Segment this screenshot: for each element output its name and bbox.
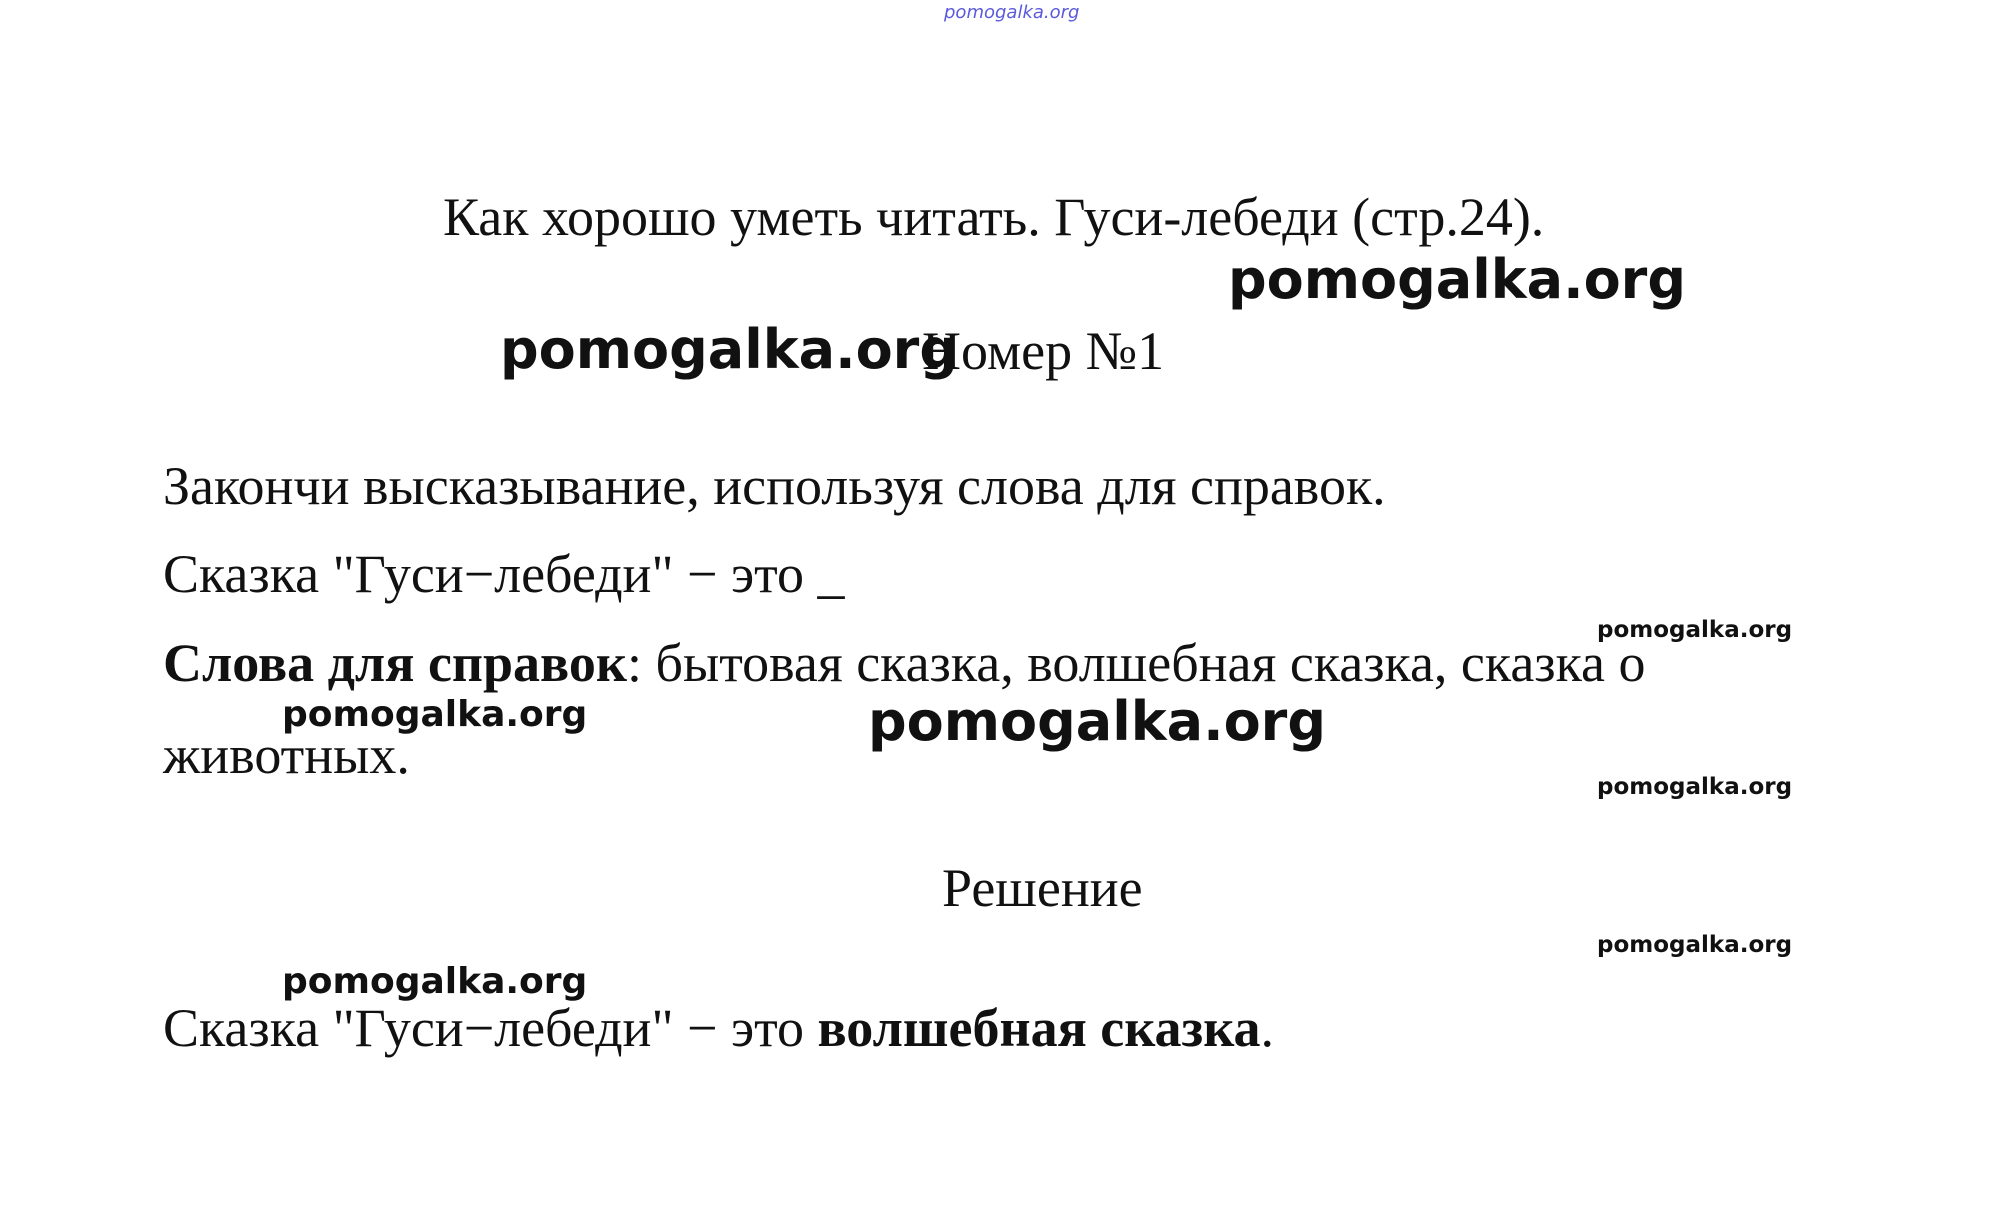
answer-prefix: Сказка "Гуси−лебеди" − это [163, 998, 818, 1058]
watermark-medium-2: pomogalka.org [282, 961, 588, 1002]
answer-bold: волшебная сказка [817, 998, 1261, 1058]
task-text: Закончи высказывание, используя слова для справок. [163, 456, 1386, 516]
answer-suffix: . [1260, 998, 1275, 1058]
watermark-medium-1: pomogalka.org [282, 694, 588, 735]
watermark-small-2: pomogalka.org [1597, 774, 1793, 800]
hint-text: : бытовая сказка, волшебная сказка, сказка о [626, 633, 1646, 693]
hint-label: Слова для справок [163, 633, 627, 693]
top-watermark: pomogalka.org [944, 2, 1080, 23]
question-text: Сказка "Гуси−лебеди" − это _ [163, 544, 845, 604]
hint-line [163, 632, 1646, 694]
watermark-small-3: pomogalka.org [1597, 932, 1793, 958]
hint-continuation: животных. [163, 725, 410, 785]
watermark-number: pomogalka.org [500, 318, 958, 381]
exercise-number: Номер №1 [922, 321, 1165, 381]
watermark-large-1: pomogalka.org [868, 690, 1326, 753]
answer-line [163, 997, 1274, 1059]
watermark-title: pomogalka.org [1228, 248, 1686, 311]
page-title: Как хорошо уметь читать. Гуси-лебеди (стр.24). [443, 187, 1545, 247]
solution-title: Решение [942, 858, 1143, 918]
watermark-small-1: pomogalka.org [1597, 617, 1793, 643]
